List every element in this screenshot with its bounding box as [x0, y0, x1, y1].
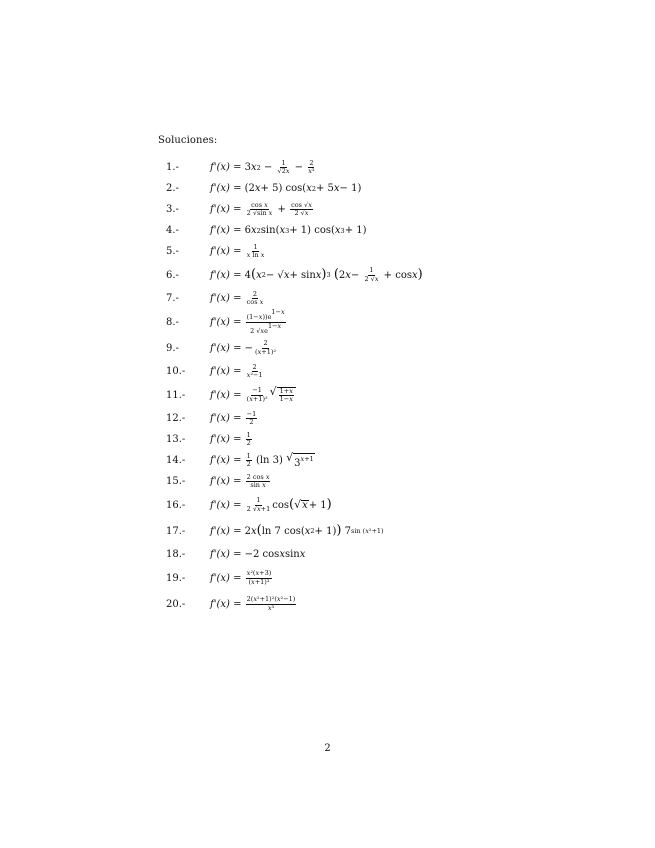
solution-expression: $\frac{1}{2}$	[246, 430, 251, 447]
solution-number: 15.-	[166, 476, 186, 487]
solution-number: 1.-	[166, 162, 179, 173]
derivative-lhs: f'(x) =	[210, 316, 242, 328]
solution-expression: $\frac{2}{\text{cos x}}$	[246, 289, 264, 306]
solution-number: 8.-	[166, 316, 179, 328]
solutions-list	[166, 157, 586, 617]
solution-expression: $\frac{1}{\text{x ln x}}$	[246, 242, 265, 259]
solution-4	[166, 220, 586, 241]
solution-12	[166, 408, 586, 429]
derivative-lhs: f'(x) =	[210, 413, 242, 424]
derivative-lhs: f'(x) =	[210, 204, 242, 215]
derivative-lhs: f'(x) =	[210, 572, 242, 584]
solution-number: 11.-	[166, 389, 186, 401]
solution-expression: $\frac{(1-x))e1-x}{2 √xe1-x}$	[246, 308, 285, 335]
solution-15	[166, 471, 586, 492]
derivative-lhs: f'(x) =	[210, 293, 242, 304]
solution-16	[166, 492, 586, 518]
solution-number: 19.-	[166, 572, 186, 584]
derivative-lhs: f'(x) =	[210, 434, 242, 445]
solution-7	[166, 288, 586, 309]
derivative-lhs: f'(x) =	[210, 499, 242, 511]
derivative-lhs: f'(x) =	[210, 455, 242, 466]
solution-expression: $\frac{-1}{2}$	[246, 409, 257, 426]
derivative-lhs: f'(x) =	[210, 342, 242, 354]
solution-11	[166, 382, 586, 408]
derivative-lhs: f'(x) =	[210, 598, 242, 610]
solution-expression: $\frac{\text{x²(x+3)}}{\text{(x+1)³}}$	[246, 569, 272, 586]
solution-number: 6.-	[166, 269, 179, 281]
derivative-lhs: f'(x) =	[210, 183, 242, 194]
solution-expression: $\frac{-1}{\text{(x+1)²}}$ √ $\frac{1+x}{1-x}$	[245, 387, 296, 404]
solution-expression: 2 x ( ln 7 cos( x 2 + 1) ) 7 sin (x²+1)	[244, 523, 384, 538]
solution-expression: (2 x + 5) cos( x 2 + 5 x − 1)	[244, 183, 362, 194]
solution-18	[166, 544, 586, 565]
solution-9	[166, 335, 586, 361]
solution-number: 14.-	[166, 455, 186, 466]
solution-19	[166, 565, 586, 591]
solution-expression: $\frac{\text{cos x}}{\text{2 √sin x}}$ + $\frac{\cos √x}{2 √x}$	[246, 200, 312, 217]
derivative-lhs: f'(x) =	[210, 246, 242, 257]
solution-number: 16.-	[166, 499, 186, 511]
derivative-lhs: f'(x) =	[210, 389, 242, 401]
solution-14	[166, 450, 586, 471]
derivative-lhs: f'(x) =	[210, 549, 242, 560]
solution-number: 4.-	[166, 225, 179, 236]
solution-17	[166, 518, 586, 544]
solution-13	[166, 429, 586, 450]
solution-number: 5.-	[166, 246, 179, 257]
solution-expression: $\frac{\text{2(x²+1)²(x²−1)}}{\text{x³}}$	[246, 595, 296, 612]
solution-number: 12.-	[166, 413, 186, 424]
solution-number: 10.-	[166, 366, 186, 377]
derivative-lhs: f'(x) =	[210, 269, 242, 281]
derivative-lhs: f'(x) =	[210, 225, 242, 236]
solution-number: 17.-	[166, 525, 186, 537]
solution-expression: $\frac{1}{2}$ (ln 3) √ $3^{x+1}$	[246, 450, 314, 469]
solution-expression: 4 ( x 2 − √ x + sin x ) 3 ( 2 x − $\frac{1}{2 √x}$ + cos x )	[244, 266, 423, 283]
derivative-lhs: f'(x) =	[210, 476, 242, 487]
solution-3	[166, 199, 586, 220]
derivative-lhs: f'(x) =	[210, 162, 242, 173]
solution-expression: − $\frac{2}{\text{(x+1)²}}$	[244, 339, 276, 356]
solution-expression: $\frac{1}{2 √x+1}$ cos ( √ x + 1 )	[246, 496, 332, 513]
solution-number: 2.-	[166, 183, 179, 194]
solution-number: 9.-	[166, 342, 179, 354]
solution-5	[166, 241, 586, 262]
solution-number: 20.-	[166, 598, 186, 610]
solution-expression: 6 x 2 sin( x 3 + 1) cos( x 3 + 1)	[244, 225, 367, 236]
derivative-lhs: f'(x) =	[210, 366, 242, 377]
solution-10	[166, 361, 586, 382]
section-heading: Soluciones:	[158, 135, 218, 146]
solution-expression: 3 x 2 − $\frac{1}{√2x}$ − $\frac{2}{\text{x³}}$	[244, 158, 315, 175]
solution-expression: −2 cos x sin x	[244, 549, 306, 560]
page-number: 2	[324, 743, 331, 754]
solution-number: 18.-	[166, 549, 186, 560]
solution-2	[166, 178, 586, 199]
derivative-lhs: f'(x) =	[210, 525, 242, 537]
solution-8	[166, 309, 586, 335]
solution-6	[166, 262, 586, 288]
solution-number: 13.-	[166, 434, 186, 445]
solution-expression: $\frac{\text{2 cos x}}{\text{sin x}}$	[246, 472, 270, 489]
solution-1	[166, 157, 586, 178]
solution-number: 7.-	[166, 293, 179, 304]
solution-20	[166, 591, 586, 617]
solution-expression: $\frac{2}{\text{x²−1}}$	[246, 362, 263, 379]
solution-number: 3.-	[166, 204, 179, 215]
